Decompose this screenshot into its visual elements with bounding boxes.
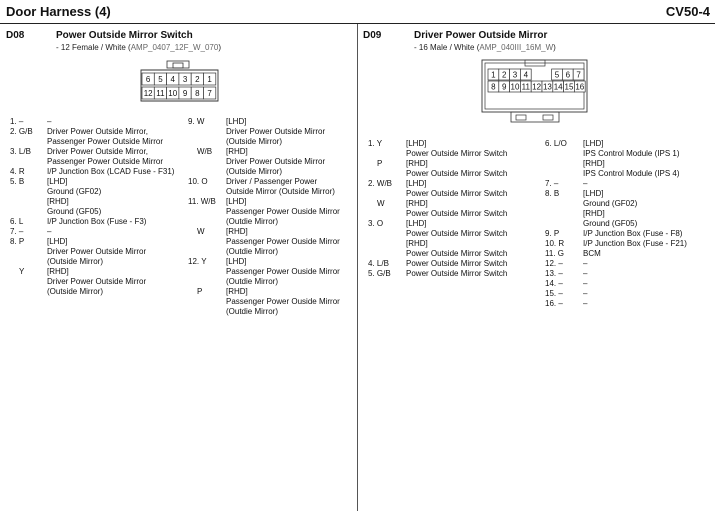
pin-entry <box>545 259 713 269</box>
connector-pin-label: 6 <box>145 75 151 84</box>
pin-description: [LHD] Passenger Power Ouside Mirror (Outdie Mirror) <box>226 257 340 286</box>
pin-entry <box>10 227 180 237</box>
connector-description-prefix: - 12 Female / White ( <box>56 43 131 52</box>
pin-number: W <box>377 199 385 208</box>
connector-name: Driver Power Outside Mirror <box>414 30 548 41</box>
pin-description: [RHD] Power Outside Mirror Switch <box>406 199 508 218</box>
pin-entry <box>545 189 713 229</box>
pin-number: 11. W/B <box>188 197 216 206</box>
pin-entry <box>10 237 180 267</box>
connector-pin-label: 4 <box>523 70 529 80</box>
pin-description: [RHD] Passenger Power Ouside Mirror (Outdie Mirror) <box>226 287 340 316</box>
pin-entry <box>10 117 180 127</box>
pin-entry <box>188 227 356 257</box>
pin-description: [LHD] Driver Power Outside Mirror (Outside Mirror) <box>226 117 326 146</box>
pin-entry <box>10 217 180 227</box>
pin-number: 16. – <box>545 299 563 308</box>
connector-name: Power Outside Mirror Switch <box>56 30 193 41</box>
connector-pin-label: 3 <box>182 75 188 84</box>
connector-pin-label: 7 <box>207 89 212 98</box>
connector-d08-diagram <box>138 60 228 104</box>
connector-pin-label: 12 <box>532 82 542 92</box>
pin-entry <box>10 177 180 217</box>
pin-entry <box>545 289 713 299</box>
connector-pin-label: 14 <box>553 82 563 92</box>
connector-pin-label: 9 <box>182 89 188 98</box>
pin-number: 3. L/B <box>10 147 31 156</box>
pin-number: 5. B <box>10 177 25 186</box>
pin-description: [LHD] Power Outside Mirror Switch [RHD] Power Outside Mirror Switch <box>406 219 508 258</box>
pin-description: – <box>583 299 588 308</box>
pin-description: [LHD] IPS Control Module (IPS 1) [RHD] IPS Control Module (IPS 4) <box>583 139 680 178</box>
pin-number: 12. – <box>545 259 563 268</box>
connector-pin-label: 12 <box>143 89 153 98</box>
pin-entry <box>188 177 356 197</box>
pin-number: 1. Y <box>368 139 383 148</box>
pin-description: [LHD] Power Outside Mirror Switch <box>406 139 508 158</box>
connector-pin-label: 5 <box>158 75 163 84</box>
pin-description: [LHD] Ground (GF02) [RHD] Ground (GF05) <box>583 189 638 228</box>
connector-pin-label: 1 <box>207 75 212 84</box>
pin-number: 4. L/B <box>368 259 389 268</box>
pin-entry <box>188 257 356 287</box>
connector-description <box>56 43 221 52</box>
connector-pin-label: 9 <box>501 82 507 92</box>
pin-entry <box>368 219 543 259</box>
pin-list-left <box>10 117 180 297</box>
pin-description: [RHD] Passenger Power Ouside Mirror (Outdie Mirror) <box>226 227 340 256</box>
pin-entry <box>188 287 356 317</box>
connector-description <box>414 43 556 52</box>
connector-pin-label: 4 <box>170 75 175 84</box>
pin-entry <box>545 269 713 279</box>
pin-description: – <box>583 279 588 288</box>
pin-description: [LHD] Passenger Power Ouside Mirror (Outdie Mirror) <box>226 197 340 226</box>
pin-description: I/P Junction Box (Fuse - F8) <box>583 229 683 238</box>
pin-number: 5. G/B <box>368 269 391 278</box>
connector-pin-label: 7 <box>576 70 581 80</box>
pin-number: Y <box>19 267 25 276</box>
pin-description: – <box>583 269 588 278</box>
page-header <box>0 0 715 24</box>
page-code: CV50-4 <box>665 4 710 19</box>
pin-number: W <box>197 227 205 236</box>
pin-entry <box>545 249 713 259</box>
connector-pin-label: 2 <box>501 70 507 80</box>
pin-description: Power Outside Mirror Switch <box>406 269 508 278</box>
connector-pin-label: 2 <box>195 75 200 84</box>
pin-description: [RHD] Driver Power Outside Mirror (Outside Mirror) <box>226 147 326 176</box>
connector-pin-label: 10 <box>168 89 178 98</box>
pin-entry <box>545 179 713 189</box>
connector-description-suffix: ) <box>553 43 556 52</box>
pin-description: Power Outside Mirror Switch <box>406 259 508 268</box>
pin-entry <box>188 117 356 147</box>
pin-number: 13. – <box>545 269 563 278</box>
pin-entry <box>10 127 180 147</box>
pin-list-right <box>545 139 713 309</box>
pin-number: 2. G/B <box>10 127 33 136</box>
connector-pin-label: 11 <box>156 89 165 98</box>
pin-entry <box>188 197 356 227</box>
pin-number: W/B <box>197 147 213 156</box>
connector-id: D09 <box>363 30 382 41</box>
pin-number: 7. – <box>10 227 24 236</box>
connector-pin-row-top <box>142 73 216 85</box>
pin-number: 3. O <box>368 219 384 228</box>
pin-number: P <box>197 287 203 296</box>
pin-entry <box>188 147 356 177</box>
connector-pin-row-bottom <box>142 87 216 99</box>
pin-number: 15. – <box>545 289 563 298</box>
pin-description: Driver / Passenger Power Outside Mirror (Outside Mirror) <box>226 177 335 196</box>
connector-part-number: AMP_040III_16M_W <box>479 43 554 52</box>
connector-pin-row-top <box>488 69 584 80</box>
pin-number: 11. G <box>545 249 564 258</box>
connector-pin-label: 8 <box>491 82 496 92</box>
connector-pin-label: 15 <box>564 82 574 92</box>
pin-number: 9. P <box>545 229 560 238</box>
pin-list-left <box>368 139 543 279</box>
pin-description: – <box>583 179 588 188</box>
connector-pin-label: 8 <box>195 89 200 98</box>
pin-number: 2. W/B <box>368 179 393 188</box>
pin-description: [LHD] Power Outside Mirror Switch <box>406 179 508 198</box>
pin-description: Driver Power Outside Mirror, Passenger Power Outside Mirror <box>47 127 164 146</box>
pin-number: 10. R <box>545 239 565 248</box>
pin-entry <box>10 167 180 177</box>
pin-entry <box>545 229 713 239</box>
connector-part-number: AMP_0407_12F_W_070 <box>130 43 219 52</box>
connector-description-prefix: - 16 Male / White ( <box>414 43 480 52</box>
pin-entry <box>545 239 713 249</box>
pin-number: 8. P <box>10 237 25 246</box>
pin-number: 1. – <box>10 117 24 126</box>
pin-number: 4. R <box>10 167 25 176</box>
pin-description: I/P Junction Box (Fuse - F21) <box>583 239 687 248</box>
pin-entry <box>545 299 713 309</box>
pin-number: P <box>377 159 383 168</box>
pin-description: [RHD] Power Outside Mirror Switch <box>406 159 508 178</box>
pin-entry <box>545 139 713 179</box>
pin-description: – <box>47 227 52 236</box>
pin-number: 8. B <box>545 189 560 198</box>
pin-number: 6. L/O <box>545 139 567 148</box>
connector-pin-label: 11 <box>521 82 530 92</box>
connector-description-suffix: ) <box>218 43 221 52</box>
connector-pin-label: 5 <box>554 70 560 80</box>
pin-description: [RHD] Driver Power Outside Mirror (Outside Mirror) <box>47 267 147 296</box>
pin-description: I/P Junction Box (Fuse - F3) <box>47 217 147 226</box>
pin-list-right <box>188 117 356 317</box>
connector-d09-panel <box>358 24 715 511</box>
pin-number: 10. O <box>188 177 208 186</box>
pin-description: – <box>47 117 52 126</box>
pin-entry <box>368 259 543 269</box>
connector-pin-label: 13 <box>542 82 552 92</box>
connector-d08-panel <box>0 24 357 511</box>
pin-number: 12. Y <box>188 257 207 266</box>
connector-pin-label: 6 <box>565 70 571 80</box>
pin-description: BCM <box>583 249 601 258</box>
connector-pin-label: 16 <box>575 82 585 92</box>
pin-number: 7. – <box>545 179 559 188</box>
pin-description: Driver Power Outside Mirror, Passenger Power Outside Mirror <box>47 147 164 166</box>
pin-entry <box>545 279 713 289</box>
page-title: Door Harness (4) <box>6 4 111 19</box>
pin-description: [LHD] Ground (GF02) [RHD] Ground (GF05) <box>47 177 102 216</box>
pin-entry <box>10 267 180 297</box>
pin-entry <box>368 139 543 159</box>
connector-d09-diagram <box>481 56 591 126</box>
connector-pin-label: 3 <box>512 70 518 80</box>
pin-entry <box>368 179 543 199</box>
pin-number: 6. L <box>10 217 24 226</box>
pin-description: – <box>583 289 588 298</box>
connector-pin-label: 1 <box>491 70 496 80</box>
connector-id: D08 <box>6 30 25 41</box>
pin-entry <box>10 147 180 167</box>
pin-entry <box>368 159 543 179</box>
pin-description: [LHD] Driver Power Outside Mirror (Outside Mirror) <box>47 237 147 266</box>
pin-number: 14. – <box>545 279 563 288</box>
connector-pin-label: 10 <box>510 82 520 92</box>
pin-description: I/P Junction Box (LCAD Fuse - F31) <box>47 167 175 176</box>
pin-number: 9. W <box>188 117 205 126</box>
pin-entry <box>368 269 543 279</box>
pin-entry <box>368 199 543 219</box>
connector-pin-row-bottom <box>488 81 585 92</box>
pin-description: – <box>583 259 588 268</box>
